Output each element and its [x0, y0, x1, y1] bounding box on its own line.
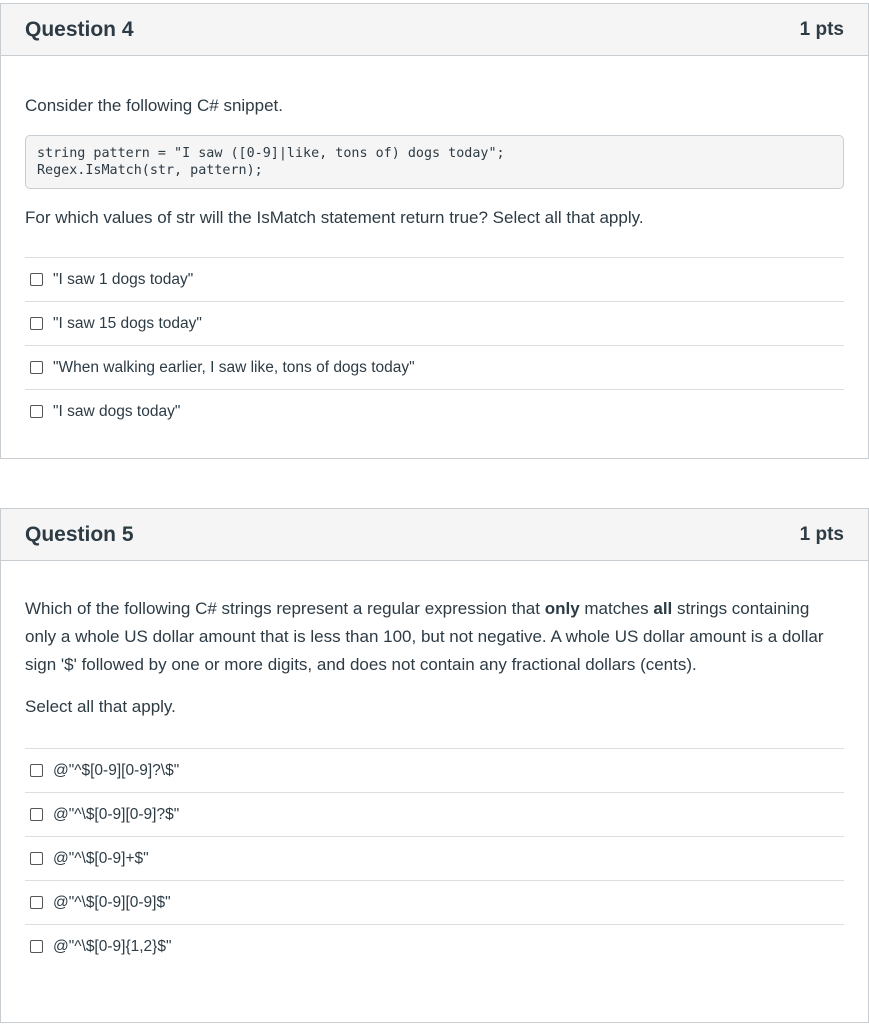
question-intro: Consider the following C# snippet.: [25, 96, 283, 115]
answer-label: @"^\$[0-9][0-9]?$": [53, 805, 180, 823]
question-prompt: [25, 595, 844, 679]
checkbox[interactable]: [30, 808, 43, 821]
answer-list: [25, 257, 844, 433]
answer-label: @"^\$[0-9]+$": [53, 849, 149, 867]
question-header: [1, 4, 868, 56]
prompt-emphasis: only: [544, 599, 580, 618]
prompt-text: strings containing only a whole US dollar amount that is less than 100, but not negative. A whole US dollar amount is a dollar sign '$' followed by one or more digits, and does not contain any fractional dollars (cents).: [25, 599, 824, 674]
answer-label: @"^$[0-9][0-9]?\$": [53, 761, 180, 779]
prompt-text: Which of the following C# strings represent a regular expression that: [25, 599, 545, 618]
answer-option[interactable]: [25, 792, 844, 836]
checkbox[interactable]: [30, 764, 43, 777]
checkbox[interactable]: [30, 940, 43, 953]
question-points: 1 pts: [799, 523, 844, 545]
answer-label: "I saw 1 dogs today": [53, 270, 194, 288]
checkbox[interactable]: [30, 896, 43, 909]
question-points: 1 pts: [799, 18, 844, 40]
answer-option[interactable]: [25, 257, 844, 301]
answer-option[interactable]: [25, 345, 844, 389]
answer-option[interactable]: [25, 301, 844, 345]
answer-label: @"^\$[0-9]{1,2}$": [53, 937, 172, 955]
checkbox[interactable]: [30, 317, 43, 330]
question-4: [0, 3, 869, 459]
answer-option[interactable]: [25, 389, 844, 433]
answer-label: @"^\$[0-9][0-9]$": [53, 893, 171, 911]
answer-option[interactable]: [25, 880, 844, 924]
checkbox[interactable]: [30, 405, 43, 418]
checkbox[interactable]: [30, 852, 43, 865]
prompt-emphasis: all: [653, 599, 673, 618]
answer-label: "When walking earlier, I saw like, tons of dogs today": [53, 358, 415, 376]
question-header: [1, 509, 868, 561]
answer-list: [25, 748, 844, 968]
question-prompt: For which values of str will the IsMatch statement return true? Select all that apply.: [25, 208, 644, 227]
question-title: Question 5: [25, 522, 134, 546]
prompt-text: matches: [579, 599, 654, 618]
answer-label: "I saw 15 dogs today": [53, 314, 202, 332]
question-body: [1, 595, 868, 968]
select-all-note: Select all that apply.: [25, 697, 176, 716]
question-5: [0, 508, 869, 1023]
answer-label: "I saw dogs today": [53, 402, 181, 420]
checkbox[interactable]: [30, 361, 43, 374]
answer-option[interactable]: [25, 924, 844, 968]
checkbox[interactable]: [30, 273, 43, 286]
code-snippet: string pattern = "I saw ([0-9]|like, tons of) dogs today"; Regex.IsMatch(str, pattern);: [25, 135, 844, 189]
question-body: [1, 92, 868, 433]
answer-option[interactable]: [25, 836, 844, 880]
answer-option[interactable]: [25, 748, 844, 792]
question-title: Question 4: [25, 17, 134, 41]
